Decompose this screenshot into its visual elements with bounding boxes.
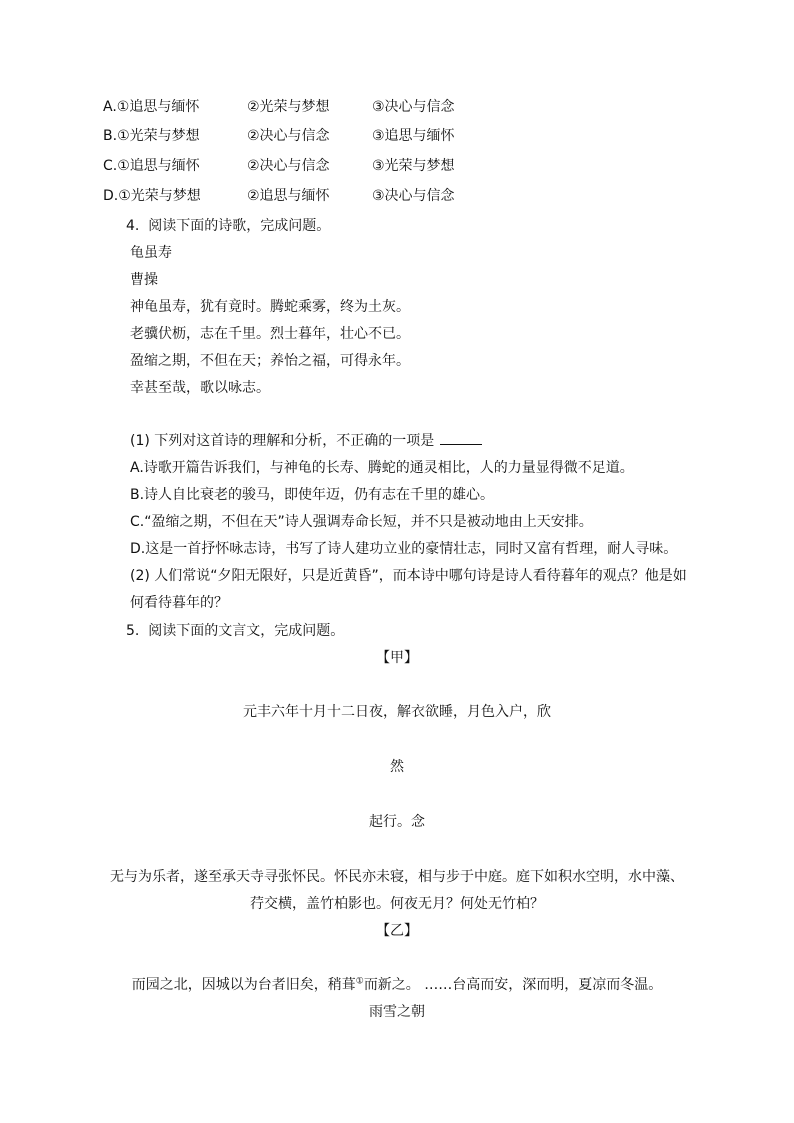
poem-title: 龟虽寿 [130, 245, 172, 261]
passage-jia-line: 无与为乐者，遂至承天寺寻张怀民。怀民亦未寝，相与步于中庭。庭下如积水空明，水中藻、 [110, 869, 684, 885]
question-prompt: 阅读下面的诗歌，完成问题。 [148, 218, 331, 234]
poem-line: 盈缩之期，不但在天；养怡之福，可得永年。 [130, 353, 410, 369]
choice-c: C.“盈缩之期，不但在天”诗人强调寿命长短，并不只是被动地由上天安排。 [130, 514, 593, 530]
passage-jia-header: 【甲】 [376, 650, 418, 666]
option-c-3: ③光荣与梦想 [372, 158, 455, 174]
subquestion-2-line2: 何看待暮年的？ [130, 595, 228, 611]
poem-line: 神龟虽寿，犹有竟时。腾蛇乘雾，终为土灰。 [130, 299, 410, 315]
option-b-2: ②决心与信念 [247, 128, 330, 144]
passage-jia-line: 起行。念 [369, 814, 425, 830]
answer-blank[interactable] [440, 432, 482, 445]
option-a-3: ③决心与信念 [372, 99, 455, 115]
option-b-1: B.①光荣与梦想 [103, 128, 200, 144]
question-number: 4. [126, 218, 140, 234]
option-a-2: ②光荣与梦想 [247, 99, 330, 115]
passage-jia-line: 元丰六年十月十二日夜，解衣欲睡，月色入户，欣 [243, 704, 551, 720]
footnote-marker: ① [355, 976, 364, 987]
poem-author: 曹操 [130, 272, 158, 288]
question-4-heading [126, 217, 330, 235]
choice-a: A.诗歌开篇告诉我们，与神龟的长寿、腾蛇的通灵相比，人的力量显得微不足道。 [130, 460, 634, 476]
option-d-2: ②追思与缅怀 [247, 188, 330, 204]
poem-line: 老骥伏枥，志在千里。烈士暮年，壮心不已。 [130, 326, 410, 342]
passage-yi-header: 【乙】 [376, 923, 418, 939]
passage-yi-line: 雨雪之朝 [369, 1004, 425, 1020]
option-a-1: A.①追思与缅怀 [103, 99, 200, 115]
option-c-2: ②决心与信念 [247, 158, 330, 174]
question-5-heading [126, 622, 344, 640]
choice-d: D.这是一首抒怀咏志诗，书写了诗人建功立业的豪情壮志，同时又富有哲理，耐人寻味。 [130, 541, 678, 557]
option-d-1: D.①光荣与梦想 [103, 188, 201, 204]
passage-jia-line: 荇交横，盖竹柏影也。何夜无月？何处无竹柏？ [250, 896, 544, 912]
choice-b: B.诗人自比衰老的骏马，即使年迈，仍有志在千里的雄心。 [130, 487, 495, 503]
option-d-3: ③决心与信念 [372, 188, 455, 204]
subquestion-1: (1) 下列对这首诗的理解和分析，不正确的一项是 [130, 432, 482, 450]
option-b-3: ③追思与缅怀 [372, 128, 455, 144]
option-c-1: C.①追思与缅怀 [103, 158, 200, 174]
passage-yi-line: 而园之北，因城以为台者旧矣，稍葺①而新之。 ……台高而安，深而明，夏凉而冬温。 [131, 976, 663, 993]
question-number: 5. [126, 623, 140, 639]
passage-jia-line: 然 [390, 759, 404, 775]
subquestion-2-line1: (2) 人们常说“夕阳无限好，只是近黄昏”，而本诗中哪句诗是诗人看待暮年的观点？他是如 [130, 568, 687, 584]
poem-line: 幸甚至哉，歌以咏志。 [130, 380, 270, 396]
question-prompt: 阅读下面的文言文，完成问题。 [148, 623, 345, 639]
